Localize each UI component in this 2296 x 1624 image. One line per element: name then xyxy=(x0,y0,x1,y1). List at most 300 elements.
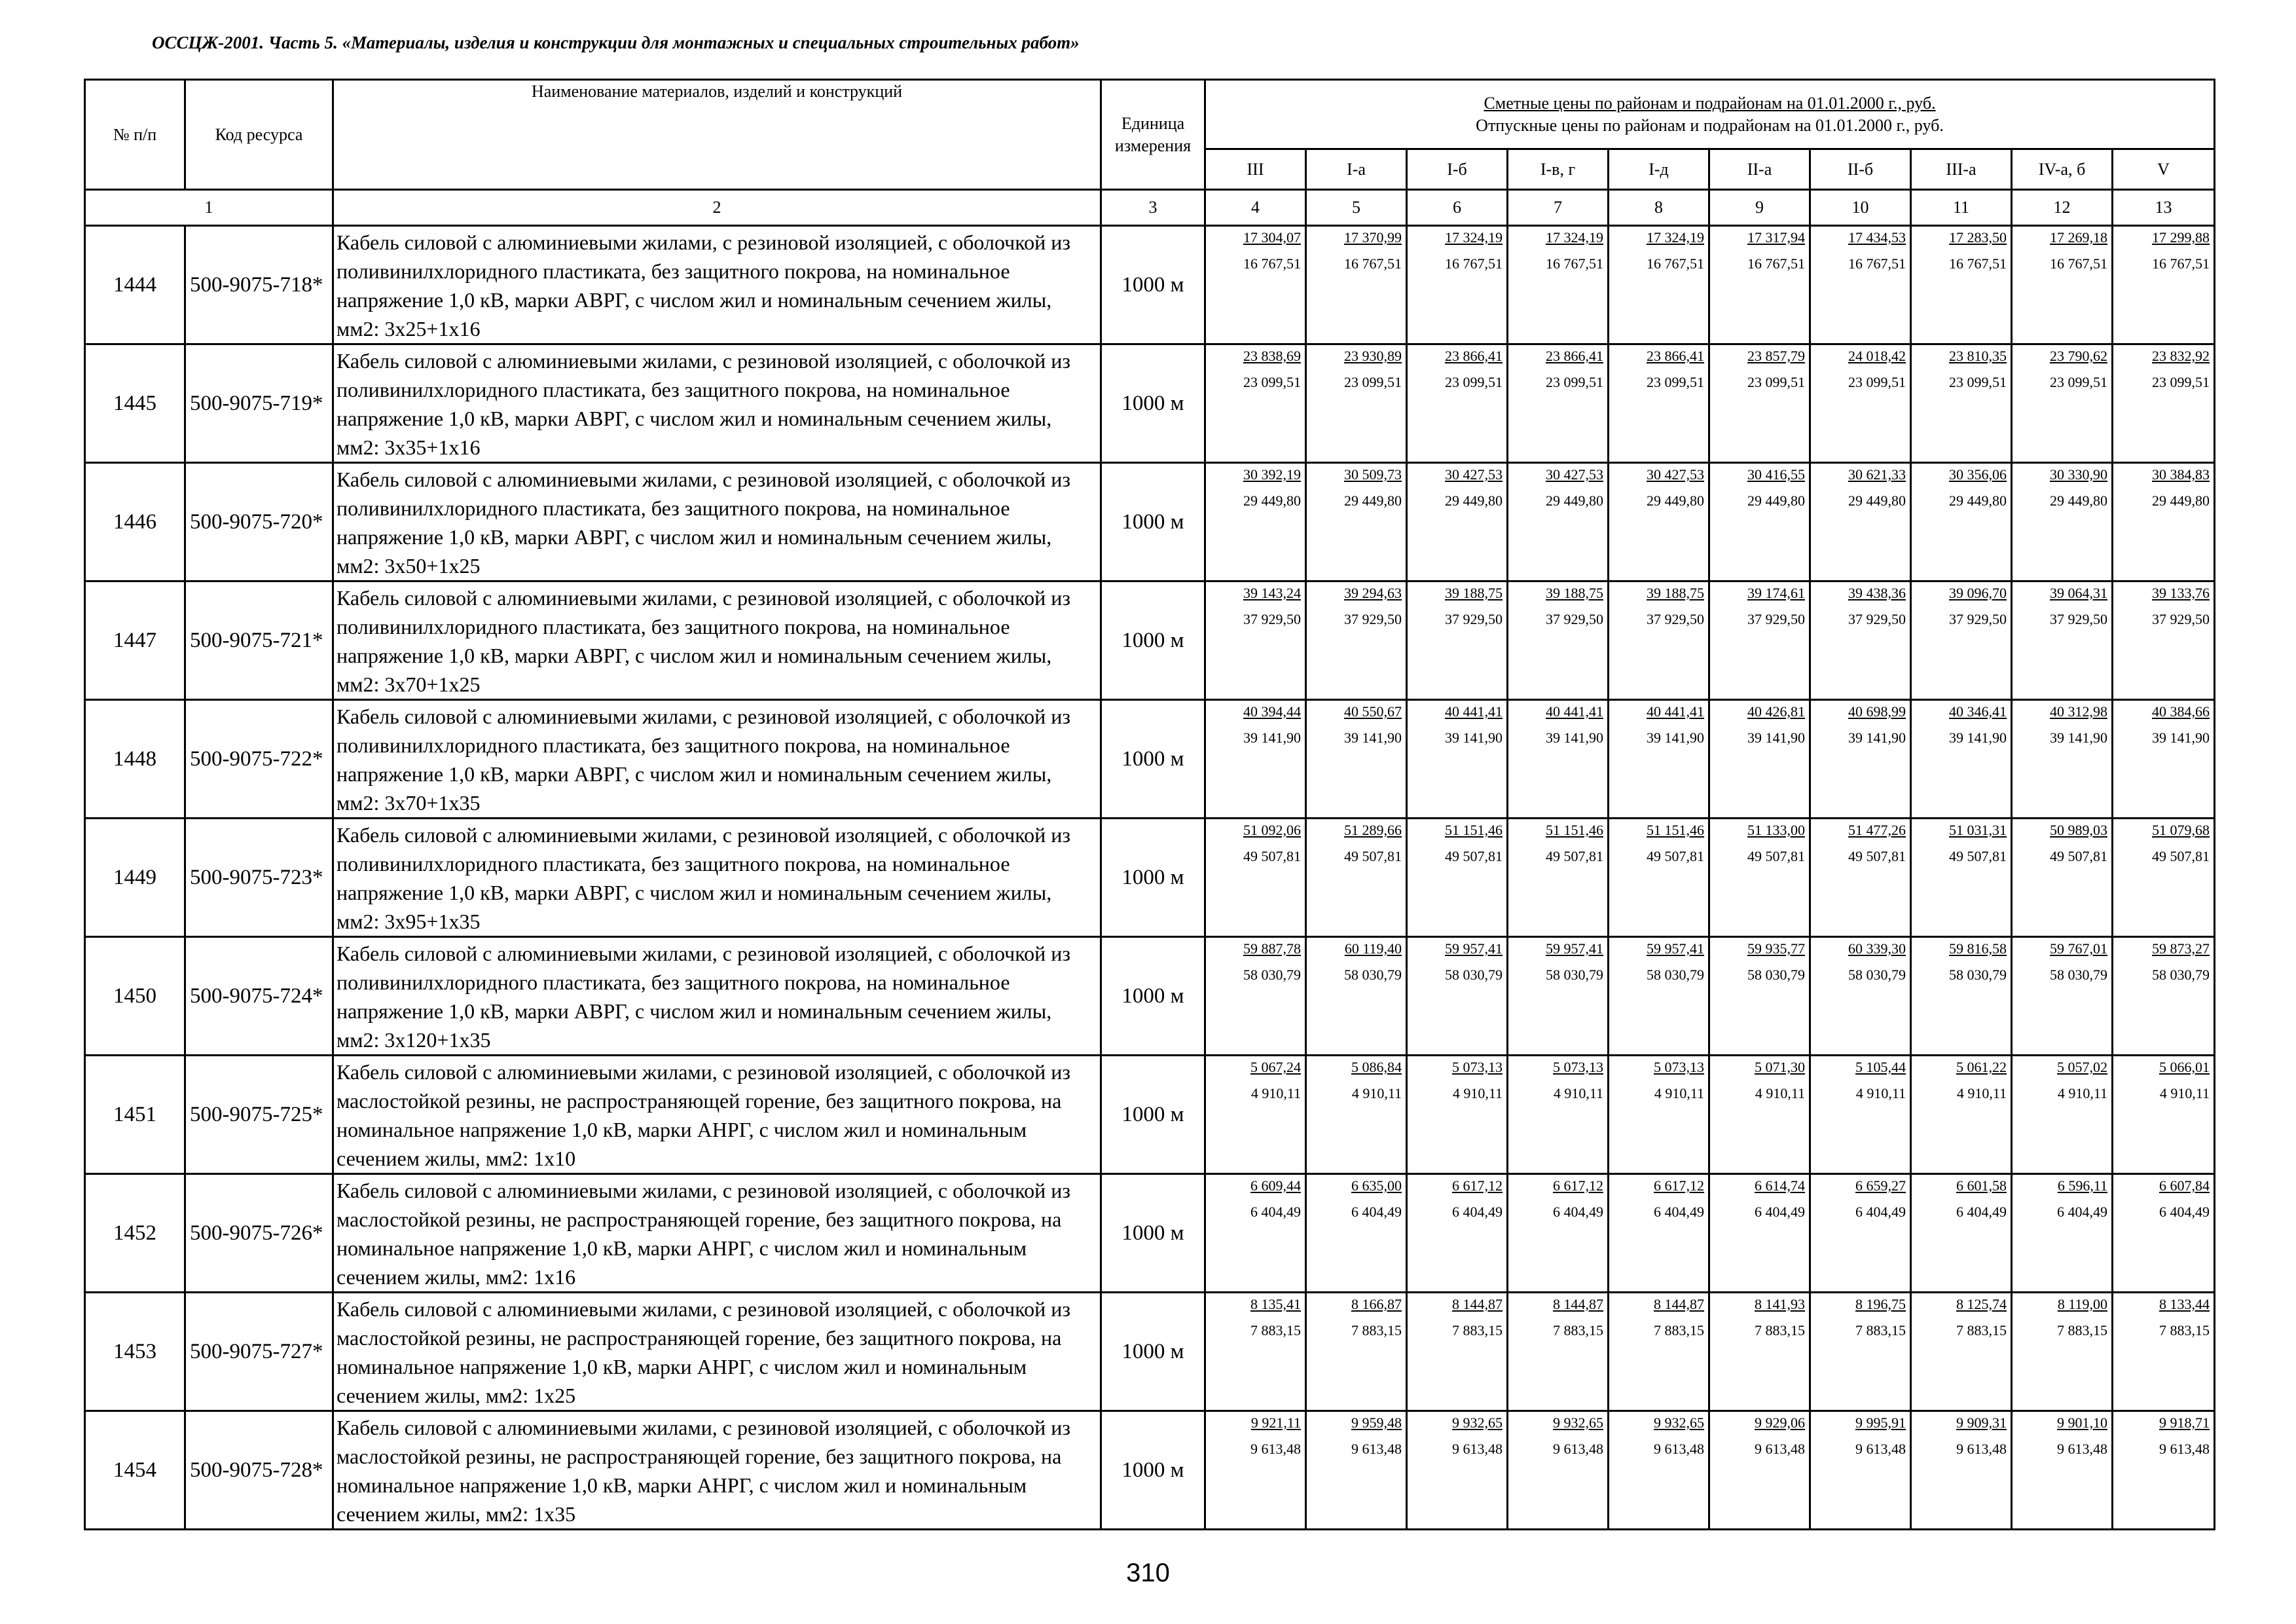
price-cell xyxy=(1306,1174,1407,1293)
price-cell xyxy=(1709,1056,1810,1174)
release-price: 7 883,15 xyxy=(2159,1322,2210,1338)
release-price: 29 449,80 xyxy=(1445,492,1503,509)
price-cell xyxy=(2012,344,2113,463)
price-cell xyxy=(1306,1056,1407,1174)
release-price: 49 507,81 xyxy=(1647,848,1704,864)
release-price: 16 767,51 xyxy=(1546,255,1603,272)
price-cell xyxy=(1709,463,1810,581)
price-cell xyxy=(1911,819,2012,937)
release-price: 37 929,50 xyxy=(1546,611,1603,627)
release-price: 37 929,50 xyxy=(1243,611,1301,627)
release-price: 39 141,90 xyxy=(1243,729,1301,746)
release-price: 4 910,11 xyxy=(1452,1085,1503,1101)
row-number: 1445 xyxy=(85,344,185,463)
release-price: 7 883,15 xyxy=(1956,1322,2007,1338)
estimate-price: 23 790,62 xyxy=(2050,348,2107,364)
release-price: 37 929,50 xyxy=(1445,611,1503,627)
price-cell xyxy=(1306,226,1407,344)
estimate-price: 9 932,65 xyxy=(1553,1414,1603,1431)
estimate-price: 39 133,76 xyxy=(2152,585,2210,601)
estimate-price: 9 959,48 xyxy=(1351,1414,1402,1431)
district-header: I-а xyxy=(1306,149,1407,190)
estimate-price: 23 810,35 xyxy=(1949,348,2007,364)
release-price: 58 030,79 xyxy=(1747,967,1805,983)
estimate-price: 17 324,19 xyxy=(1546,229,1603,246)
release-price: 6 404,49 xyxy=(1654,1204,1704,1220)
estimate-price: 40 346,41 xyxy=(1949,703,2007,720)
estimate-price: 8 144,87 xyxy=(1452,1296,1503,1312)
table-row xyxy=(85,1174,2215,1293)
release-price: 16 767,51 xyxy=(1747,255,1805,272)
release-price: 58 030,79 xyxy=(1546,967,1603,983)
release-price: 7 883,15 xyxy=(2057,1322,2107,1338)
release-price: 16 767,51 xyxy=(2152,255,2210,272)
release-price: 37 929,50 xyxy=(1747,611,1805,627)
release-price: 4 910,11 xyxy=(2057,1085,2107,1101)
resource-code: 500-9075-719* xyxy=(185,344,333,463)
estimate-price: 6 596,11 xyxy=(2057,1177,2107,1194)
price-cell xyxy=(1306,700,1407,819)
price-cell xyxy=(1306,581,1407,700)
release-price: 23 099,51 xyxy=(1949,374,2007,390)
estimate-price: 39 064,31 xyxy=(2050,585,2107,601)
material-name: Кабель силовой с алюминиевыми жилами, с резиновой изоляцией, с оболочкой из маслостойкой резины, не распространяющей горение, без защитного покрова, на номинальное напряжение 1,0 кВ, марки АНРГ, с числом жил и номинальным сечением жилы, мм2: 1х35 xyxy=(333,1411,1101,1530)
release-price: 23 099,51 xyxy=(1344,374,1402,390)
release-price: 37 929,50 xyxy=(1647,611,1704,627)
material-name: Кабель силовой с алюминиевыми жилами, с резиновой изоляцией, с оболочкой из поливинилхлоридного пластиката, без защитного покрова, на номинальное напряжение 1,0 кВ, марки АВРГ, с числом жил и номинальным сечением жилы, мм2: 3х25+1х16 xyxy=(333,226,1101,344)
release-price: 23 099,51 xyxy=(1848,374,1906,390)
release-price: 49 507,81 xyxy=(2152,848,2210,864)
estimate-price: 17 324,19 xyxy=(1445,229,1503,246)
estimate-price: 5 073,13 xyxy=(1654,1059,1704,1075)
price-cell xyxy=(2012,1411,2113,1530)
unit-of-measure: 1000 м xyxy=(1101,1293,1205,1411)
estimate-price: 40 426,81 xyxy=(1747,703,1805,720)
price-cell xyxy=(1911,700,2012,819)
estimate-price: 5 057,02 xyxy=(2057,1059,2107,1075)
estimate-price: 23 866,41 xyxy=(1647,348,1704,364)
price-cell xyxy=(1709,700,1810,819)
release-price: 37 929,50 xyxy=(2050,611,2107,627)
header-code: Код ресурса xyxy=(185,80,333,190)
row-number: 1451 xyxy=(85,1056,185,1174)
release-price: 9 613,48 xyxy=(1956,1441,2007,1457)
release-price: 16 767,51 xyxy=(1243,255,1301,272)
estimate-price: 17 434,53 xyxy=(1848,229,1906,246)
row-number: 1452 xyxy=(85,1174,185,1293)
price-cell xyxy=(1709,581,1810,700)
unit-of-measure: 1000 м xyxy=(1101,937,1205,1056)
price-cell xyxy=(1709,937,1810,1056)
estimate-price: 51 031,31 xyxy=(1949,822,2007,838)
price-cell xyxy=(1205,937,1306,1056)
estimate-price: 9 932,65 xyxy=(1654,1414,1704,1431)
estimate-price: 59 887,78 xyxy=(1243,940,1301,957)
table-row xyxy=(85,463,2215,581)
estimate-price: 30 416,55 xyxy=(1747,466,1805,483)
release-price: 58 030,79 xyxy=(1344,967,1402,983)
release-price: 37 929,50 xyxy=(1344,611,1402,627)
estimate-price: 23 866,41 xyxy=(1445,348,1503,364)
release-price: 49 507,81 xyxy=(1546,848,1603,864)
price-cell xyxy=(1306,344,1407,463)
estimate-price: 59 957,41 xyxy=(1546,940,1603,957)
estimate-price: 5 071,30 xyxy=(1755,1059,1805,1075)
estimate-price: 51 151,46 xyxy=(1647,822,1704,838)
price-cell xyxy=(1609,581,1709,700)
row-number: 1446 xyxy=(85,463,185,581)
resource-code: 500-9075-720* xyxy=(185,463,333,581)
release-price: 49 507,81 xyxy=(1747,848,1805,864)
row-number: 1450 xyxy=(85,937,185,1056)
resource-code: 500-9075-728* xyxy=(185,1411,333,1530)
price-cell xyxy=(1810,1411,1911,1530)
header-name: Наименование материалов, изделий и конструкций xyxy=(333,80,1101,190)
estimate-price: 8 141,93 xyxy=(1755,1296,1805,1312)
price-cell xyxy=(1508,1293,1609,1411)
column-number: 12 xyxy=(2012,190,2113,226)
resource-code: 500-9075-727* xyxy=(185,1293,333,1411)
table-row xyxy=(85,700,2215,819)
estimate-price: 23 930,89 xyxy=(1344,348,1402,364)
price-cell xyxy=(1508,1411,1609,1530)
release-price: 16 767,51 xyxy=(1949,255,2007,272)
price-cell xyxy=(1508,1174,1609,1293)
estimate-price: 5 073,13 xyxy=(1452,1059,1503,1075)
release-price: 9 613,48 xyxy=(1755,1441,1805,1457)
estimate-price: 6 607,84 xyxy=(2159,1177,2210,1194)
price-cell xyxy=(2012,700,2113,819)
estimate-price: 24 018,42 xyxy=(1848,348,1906,364)
estimate-price: 39 438,36 xyxy=(1848,585,1906,601)
unit-of-measure: 1000 м xyxy=(1101,819,1205,937)
estimate-price: 39 188,75 xyxy=(1546,585,1603,601)
release-price: 6 404,49 xyxy=(2159,1204,2210,1220)
estimate-price: 5 073,13 xyxy=(1553,1059,1603,1075)
estimate-price: 6 659,27 xyxy=(1855,1177,1906,1194)
estimate-price: 5 061,22 xyxy=(1956,1059,2007,1075)
release-price: 16 767,51 xyxy=(1445,255,1503,272)
estimate-price: 8 166,87 xyxy=(1351,1296,1402,1312)
release-price: 23 099,51 xyxy=(1647,374,1704,390)
price-cell xyxy=(1911,226,2012,344)
release-price: 6 404,49 xyxy=(1855,1204,1906,1220)
release-price: 4 910,11 xyxy=(1755,1085,1805,1101)
price-table xyxy=(84,79,2215,1530)
release-price: 9 613,48 xyxy=(1250,1441,1301,1457)
estimate-price: 30 330,90 xyxy=(2050,466,2107,483)
estimate-price: 17 324,19 xyxy=(1647,229,1704,246)
price-cell xyxy=(1508,344,1609,463)
estimate-price: 23 866,41 xyxy=(1546,348,1603,364)
price-cell xyxy=(2113,1056,2215,1174)
price-cell xyxy=(1508,581,1609,700)
price-cell xyxy=(2113,1174,2215,1293)
price-cell xyxy=(1609,1056,1709,1174)
table-row xyxy=(85,581,2215,700)
estimate-price: 60 339,30 xyxy=(1848,940,1906,957)
estimate-price: 59 957,41 xyxy=(1445,940,1503,957)
district-header: II-б xyxy=(1810,149,1911,190)
price-cell xyxy=(1609,344,1709,463)
price-cell xyxy=(2012,226,2113,344)
estimate-price: 39 188,75 xyxy=(1445,585,1503,601)
estimate-price: 17 283,50 xyxy=(1949,229,2007,246)
price-cell xyxy=(1205,463,1306,581)
price-cell xyxy=(1911,937,2012,1056)
release-price: 16 767,51 xyxy=(1848,255,1906,272)
release-price: 4 910,11 xyxy=(1956,1085,2007,1101)
estimate-price: 9 918,71 xyxy=(2159,1414,2210,1431)
price-cell xyxy=(1306,1411,1407,1530)
estimate-price: 6 609,44 xyxy=(1250,1177,1301,1194)
price-cell xyxy=(1609,700,1709,819)
price-cell xyxy=(1709,344,1810,463)
estimate-price: 30 427,53 xyxy=(1546,466,1603,483)
prices-title: Сметные цены по районам и подрайонам на 01.01.2000 г., руб. xyxy=(1484,93,1936,113)
estimate-price: 40 550,67 xyxy=(1344,703,1402,720)
price-cell xyxy=(1709,819,1810,937)
price-cell xyxy=(1205,819,1306,937)
estimate-price: 51 092,06 xyxy=(1243,822,1301,838)
price-cell xyxy=(1810,581,1911,700)
estimate-price: 30 356,06 xyxy=(1949,466,2007,483)
district-header: III xyxy=(1205,149,1306,190)
price-cell xyxy=(1810,226,1911,344)
estimate-price: 60 119,40 xyxy=(1344,940,1402,957)
price-cell xyxy=(1709,1174,1810,1293)
district-header: V xyxy=(2113,149,2215,190)
price-cell xyxy=(1508,937,1609,1056)
price-cell xyxy=(1911,1174,2012,1293)
release-price: 4 910,11 xyxy=(1250,1085,1301,1101)
price-cell xyxy=(2113,1411,2215,1530)
price-cell xyxy=(1508,463,1609,581)
document-header: ОССЦЖ-2001. Часть 5. «Материалы, изделия и конструкции для монтажных и специальных строительных работ» xyxy=(152,33,1080,52)
price-cell xyxy=(1609,1174,1709,1293)
row-number: 1444 xyxy=(85,226,185,344)
estimate-price: 40 441,41 xyxy=(1445,703,1503,720)
estimate-price: 50 989,03 xyxy=(2050,822,2107,838)
estimate-price: 51 477,26 xyxy=(1848,822,1906,838)
release-price: 7 883,15 xyxy=(1452,1322,1503,1338)
table-row xyxy=(85,1411,2215,1530)
release-price: 9 613,48 xyxy=(2159,1441,2210,1457)
district-header: III-а xyxy=(1911,149,2012,190)
district-header: II-а xyxy=(1709,149,1810,190)
release-price: 9 613,48 xyxy=(1351,1441,1402,1457)
estimate-price: 51 151,46 xyxy=(1546,822,1603,838)
estimate-price: 51 079,68 xyxy=(2152,822,2210,838)
estimate-price: 8 125,74 xyxy=(1956,1296,2007,1312)
resource-code: 500-9075-724* xyxy=(185,937,333,1056)
release-price: 6 404,49 xyxy=(1351,1204,1402,1220)
release-price: 23 099,51 xyxy=(1445,374,1503,390)
price-cell xyxy=(2113,463,2215,581)
estimate-price: 5 067,24 xyxy=(1250,1059,1301,1075)
price-cell xyxy=(1810,937,1911,1056)
resource-code: 500-9075-725* xyxy=(185,1056,333,1174)
material-name: Кабель силовой с алюминиевыми жилами, с резиновой изоляцией, с оболочкой из поливинилхлоридного пластиката, без защитного покрова, на номинальное напряжение 1,0 кВ, марки АВРГ, с числом жил и номинальным сечением жилы, мм2: 3х120+1х35 xyxy=(333,937,1101,1056)
release-price: 6 404,49 xyxy=(1250,1204,1301,1220)
estimate-price: 23 857,79 xyxy=(1747,348,1805,364)
estimate-price: 51 133,00 xyxy=(1747,822,1805,838)
estimate-price: 6 617,12 xyxy=(1452,1177,1503,1194)
release-price: 49 507,81 xyxy=(1949,848,2007,864)
price-cell xyxy=(2012,937,2113,1056)
release-price: 29 449,80 xyxy=(1848,492,1906,509)
release-price: 29 449,80 xyxy=(1747,492,1805,509)
release-price: 39 141,90 xyxy=(2152,729,2210,746)
estimate-price: 39 188,75 xyxy=(1647,585,1704,601)
resource-code: 500-9075-721* xyxy=(185,581,333,700)
release-price: 4 910,11 xyxy=(1654,1085,1704,1101)
district-header: I-б xyxy=(1407,149,1508,190)
price-cell xyxy=(1810,819,1911,937)
release-price: 7 883,15 xyxy=(1351,1322,1402,1338)
estimate-price: 23 832,92 xyxy=(2152,348,2210,364)
price-cell xyxy=(1609,463,1709,581)
estimate-price: 9 929,06 xyxy=(1755,1414,1805,1431)
unit-of-measure: 1000 м xyxy=(1101,226,1205,344)
table-row xyxy=(85,344,2215,463)
price-cell xyxy=(1810,1174,1911,1293)
material-name: Кабель силовой с алюминиевыми жилами, с резиновой изоляцией, с оболочкой из поливинилхлоридного пластиката, без защитного покрова, на номинальное напряжение 1,0 кВ, марки АВРГ, с числом жил и номинальным сечением жилы, мм2: 3х70+1х25 xyxy=(333,581,1101,700)
release-price: 29 449,80 xyxy=(1243,492,1301,509)
estimate-price: 17 317,94 xyxy=(1747,229,1805,246)
material-name: Кабель силовой с алюминиевыми жилами, с резиновой изоляцией, с оболочкой из маслостойкой резины, не распространяющей горение, без защитного покрова, на номинальное напряжение 1,0 кВ, марки АНРГ, с числом жил и номинальным сечением жилы, мм2: 1х16 xyxy=(333,1174,1101,1293)
price-cell xyxy=(1407,581,1508,700)
release-price: 58 030,79 xyxy=(1445,967,1503,983)
estimate-price: 5 086,84 xyxy=(1351,1059,1402,1075)
price-cell xyxy=(1205,226,1306,344)
release-price: 6 404,49 xyxy=(1956,1204,2007,1220)
release-price: 58 030,79 xyxy=(1949,967,2007,983)
price-cell xyxy=(1407,937,1508,1056)
release-price: 4 910,11 xyxy=(2159,1085,2210,1101)
price-cell xyxy=(1407,344,1508,463)
material-name: Кабель силовой с алюминиевыми жилами, с резиновой изоляцией, с оболочкой из поливинилхлоридного пластиката, без защитного покрова, на номинальное напряжение 1,0 кВ, марки АВРГ, с числом жил и номинальным сечением жилы, мм2: 3х95+1х35 xyxy=(333,819,1101,937)
column-number: 3 xyxy=(1101,190,1205,226)
column-number: 10 xyxy=(1810,190,1911,226)
estimate-price: 39 294,63 xyxy=(1344,585,1402,601)
release-price: 29 449,80 xyxy=(2152,492,2210,509)
header-prices xyxy=(1205,80,2215,149)
release-price: 7 883,15 xyxy=(1654,1322,1704,1338)
release-price: 6 404,49 xyxy=(1553,1204,1603,1220)
table-row xyxy=(85,819,2215,937)
price-cell xyxy=(1205,581,1306,700)
release-price: 9 613,48 xyxy=(1855,1441,1906,1457)
price-cell xyxy=(1205,344,1306,463)
column-number: 6 xyxy=(1407,190,1508,226)
price-cell xyxy=(1911,1411,2012,1530)
price-cell xyxy=(2012,819,2113,937)
price-cell xyxy=(1205,700,1306,819)
price-cell xyxy=(1911,1056,2012,1174)
estimate-price: 59 957,41 xyxy=(1647,940,1704,957)
material-name: Кабель силовой с алюминиевыми жилами, с резиновой изоляцией, с оболочкой из поливинилхлоридного пластиката, без защитного покрова, на номинальное напряжение 1,0 кВ, марки АВРГ, с числом жил и номинальным сечением жилы, мм2: 3х50+1х25 xyxy=(333,463,1101,581)
column-number: 7 xyxy=(1508,190,1609,226)
unit-of-measure: 1000 м xyxy=(1101,1174,1205,1293)
estimate-price: 40 441,41 xyxy=(1647,703,1704,720)
release-price: 7 883,15 xyxy=(1553,1322,1603,1338)
release-price: 29 449,80 xyxy=(1344,492,1402,509)
release-price: 7 883,15 xyxy=(1755,1322,1805,1338)
unit-of-measure: 1000 м xyxy=(1101,463,1205,581)
prices-subtitle: Отпускные цены по районам и подрайонам на 01.01.2000 г., руб. xyxy=(1476,115,1944,135)
estimate-price: 17 370,99 xyxy=(1344,229,1402,246)
release-price: 37 929,50 xyxy=(1949,611,2007,627)
estimate-price: 17 304,07 xyxy=(1243,229,1301,246)
estimate-price: 8 144,87 xyxy=(1654,1296,1704,1312)
release-price: 7 883,15 xyxy=(1855,1322,1906,1338)
price-cell xyxy=(1407,700,1508,819)
price-cell xyxy=(1810,1293,1911,1411)
price-cell xyxy=(1407,1411,1508,1530)
price-cell xyxy=(2113,700,2215,819)
price-cell xyxy=(2012,1174,2113,1293)
release-price: 29 449,80 xyxy=(1949,492,2007,509)
district-header: I-в, г xyxy=(1508,149,1609,190)
release-price: 6 404,49 xyxy=(1755,1204,1805,1220)
column-number: 5 xyxy=(1306,190,1407,226)
price-cell xyxy=(1911,463,2012,581)
release-price: 58 030,79 xyxy=(2152,967,2210,983)
estimate-price: 40 698,99 xyxy=(1848,703,1906,720)
table-row xyxy=(85,937,2215,1056)
estimate-price: 8 133,44 xyxy=(2159,1296,2210,1312)
estimate-price: 8 119,00 xyxy=(2057,1296,2107,1312)
price-cell xyxy=(2113,1293,2215,1411)
release-price: 6 404,49 xyxy=(2057,1204,2107,1220)
district-header: I-д xyxy=(1609,149,1709,190)
column-number: 9 xyxy=(1709,190,1810,226)
estimate-price: 59 767,01 xyxy=(2050,940,2107,957)
material-name: Кабель силовой с алюминиевыми жилами, с резиновой изоляцией, с оболочкой из маслостойкой резины, не распространяющей горение, без защитного покрова, на номинальное напряжение 1,0 кВ, марки АНРГ, с числом жил и номинальным сечением жилы, мм2: 1х10 xyxy=(333,1056,1101,1174)
estimate-price: 6 635,00 xyxy=(1351,1177,1402,1194)
release-price: 29 449,80 xyxy=(1546,492,1603,509)
table-row xyxy=(85,226,2215,344)
price-cell xyxy=(1306,463,1407,581)
estimate-price: 51 151,46 xyxy=(1445,822,1503,838)
release-price: 29 449,80 xyxy=(2050,492,2107,509)
estimate-price: 6 617,12 xyxy=(1654,1177,1704,1194)
release-price: 49 507,81 xyxy=(1445,848,1503,864)
estimate-price: 8 196,75 xyxy=(1855,1296,1906,1312)
price-cell xyxy=(2113,581,2215,700)
column-number: 13 xyxy=(2113,190,2215,226)
release-price: 39 141,90 xyxy=(2050,729,2107,746)
estimate-price: 39 143,24 xyxy=(1243,585,1301,601)
release-price: 39 141,90 xyxy=(1546,729,1603,746)
release-price: 39 141,90 xyxy=(1647,729,1704,746)
release-price: 49 507,81 xyxy=(1344,848,1402,864)
row-number: 1453 xyxy=(85,1293,185,1411)
price-cell xyxy=(1407,1174,1508,1293)
table-row xyxy=(85,1293,2215,1411)
price-cell xyxy=(2113,226,2215,344)
estimate-price: 6 601,58 xyxy=(1956,1177,2007,1194)
column-number: 2 xyxy=(333,190,1101,226)
price-cell xyxy=(1911,581,2012,700)
column-number: 11 xyxy=(1911,190,2012,226)
estimate-price: 6 617,12 xyxy=(1553,1177,1603,1194)
price-cell xyxy=(1810,344,1911,463)
release-price: 6 404,49 xyxy=(1452,1204,1503,1220)
price-cell xyxy=(1810,700,1911,819)
table-row xyxy=(85,1056,2215,1174)
